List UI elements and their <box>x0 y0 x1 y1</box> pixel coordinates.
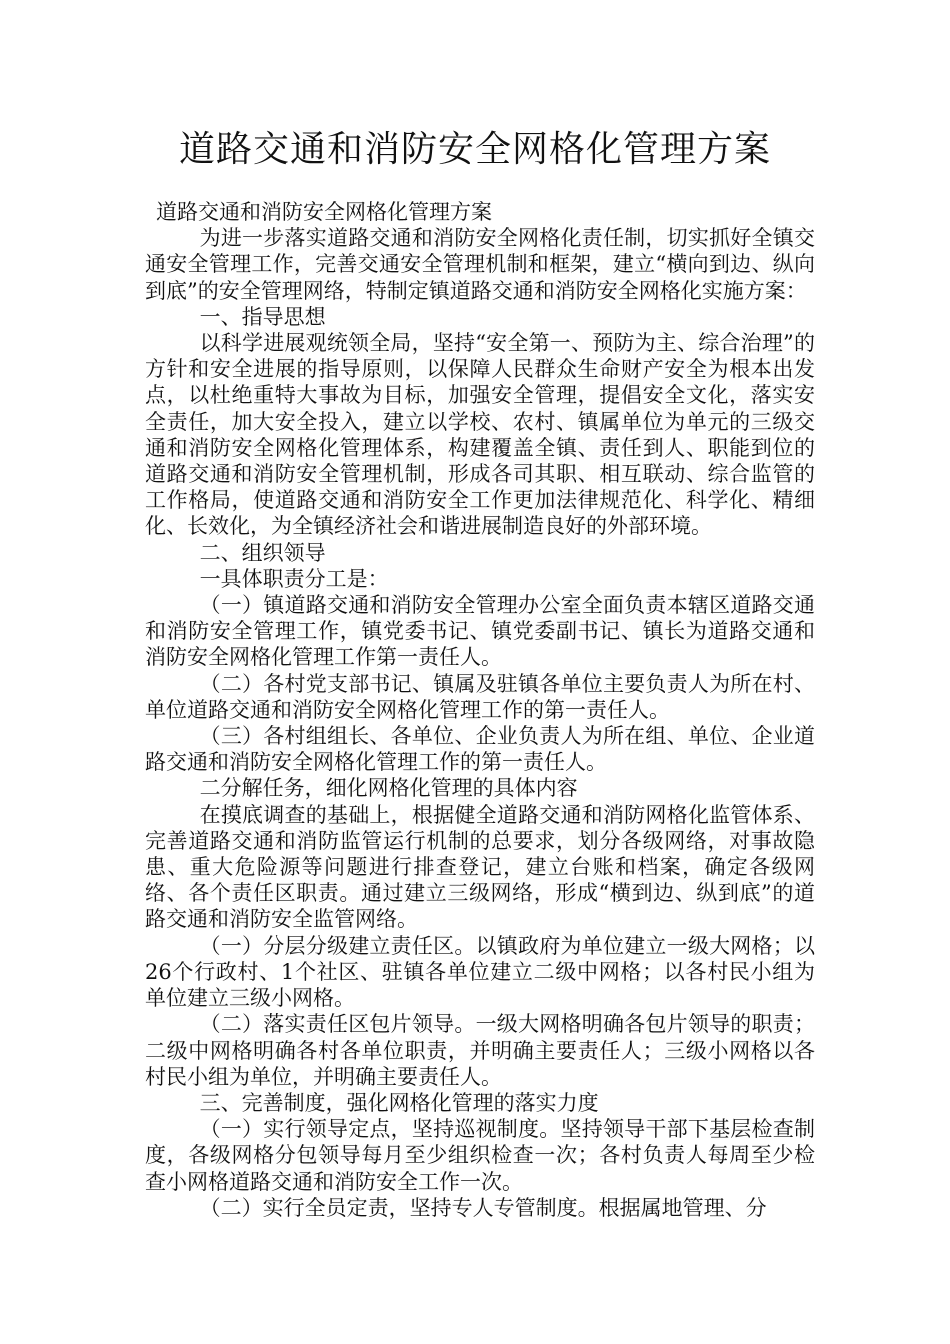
system-item-1: （一）实行领导定点，坚持巡视制度。坚持领导干部下基层检查制度，各级网格分包领导每月至少组织检查一次；各村负责人每周至少检查小网格道路交通和消防安全工作一次。 <box>145 1117 815 1194</box>
task-item-1: （一）分层分级建立责任区。以镇政府为单位建立一级大网格；以26个行政村、1个社区、驻镇各单位建立二级中网格；以各村民小组为单位建立三级小网格。 <box>145 933 815 1011</box>
duty-item-3: （三）各村组组长、各单位、企业负责人为所在组、单位、企业道路交通和消防安全网格化管理工作的第一责任人。 <box>145 724 815 775</box>
document-subtitle: 道路交通和消防安全网格化管理方案 <box>156 200 492 224</box>
guiding-ideology-paragraph: 以科学进展观统领全局，坚持“安全第一、预防为主、综合治理”的方针和安全进展的指导原则，以保障人民群众生命财产安全为根本出发点，以杜绝重特大事故为目标，加强安全管理，提倡安全文化，落实安全责任，加大安全投入，建立以学校、农村、镇属单位为单元的三级交通和消防安全网格化管理体系，构建覆盖全镇、责任到人、职能到位的道路交通和消防安全管理机制，形成各司其职、相互联动、综合监管的工作格局，使道路交通和消防安全工作更加法律规范化、科学化、精细化、长效化，为全镇经济社会和谐进展制造良好的外部环境。 <box>145 331 815 539</box>
duty-item-2: （二）各村党支部书记、镇属及驻镇各单位主要负责人为所在村、单位道路交通和消防安全网格化管理工作的第一责任人。 <box>145 671 815 722</box>
section-heading-task-breakdown: 二分解任务，细化网格化管理的具体内容 <box>199 776 578 801</box>
section-heading-organization: 二、组织领导 <box>199 540 326 565</box>
intro-paragraph: 为进一步落实道路交通和消防安全网格化责任制，切实抓好全镇交通安全管理工作，完善交通安全管理机制和框架，建立“横向到边、纵向到底”的安全管理网络，特制定镇道路交通和消防安全网格化实施方案： <box>145 226 815 303</box>
document-title: 道路交通和消防安全网格化管理方案 <box>178 129 771 170</box>
document-body <box>145 199 815 1221</box>
duty-item-1: （一）镇道路交通和消防安全管理办公室全面负责本辖区道路交通和消防安全管理工作，镇党委书记、镇党委副书记、镇长为道路交通和消防安全网格化管理工作第一责任人。 <box>145 593 815 670</box>
task-item-2: （二）落实责任区包片领导。一级大网格明确各包片领导的职责；二级中网格明确各村各单位职责，并明确主要责任人；三级小网格以各村民小组为单位，并明确主要责任人。 <box>145 1012 815 1089</box>
section-heading-system-improvement: 三、完善制度，强化网格化管理的落实力度 <box>199 1090 599 1115</box>
section-heading-guiding-ideology: 一、指导思想 <box>199 304 326 329</box>
system-item-2: （二）实行全员定责，坚持专人专管制度。根据属地管理、分 <box>199 1195 767 1220</box>
duties-intro: 一具体职责分工是： <box>199 566 389 591</box>
task-breakdown-paragraph: 在摸底调查的基础上，根据健全道路交通和消防网格化监管体系、完善道路交通和消防监管运行机制的总要求，划分各级网络，对事故隐患、重大危险源等问题进行排查登记，建立台账和档案，确定各级网络、各个责任区职责。通过建立三级网络，形成“横到边、纵到底”的道路交通和消防安全监管网络。 <box>145 802 815 932</box>
